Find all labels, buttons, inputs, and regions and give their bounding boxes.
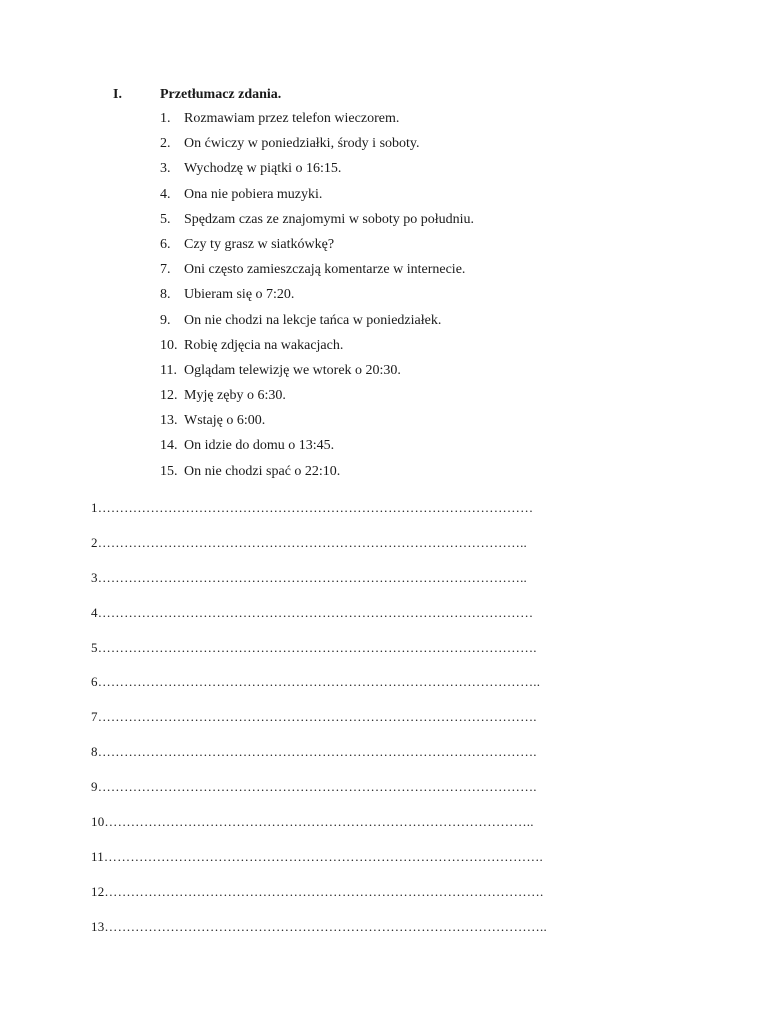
exercise-title: Przetłumacz zdania.: [160, 87, 282, 102]
sentence-number: 13.: [160, 413, 178, 429]
answer-line: 13………………………………………………………………………………………..: [91, 918, 547, 934]
list-item: [160, 160, 474, 185]
answer-line: 7……………………………………………………………………………………….: [91, 709, 537, 725]
sentence-text: Ona nie pobiera muzyki.: [184, 186, 323, 202]
sentence-number: 2.: [160, 136, 171, 152]
sentence-text: Wychodzę w piątki o 16:15.: [184, 161, 342, 177]
sentence-text: Wstaję o 6:00.: [184, 413, 266, 429]
sentence-number: 9.: [160, 312, 171, 328]
sentence-text: Czy ty grasz w siatkówkę?: [184, 236, 335, 252]
sentence-number: 1.: [160, 111, 171, 126]
answer-line: 1………………………………………………………………………………………: [91, 500, 534, 515]
answer-line: 5……………………………………………………………………………………….: [91, 639, 537, 655]
list-item: [160, 362, 474, 387]
sentence-list: [160, 110, 474, 488]
sentence-text: Robię zdjęcia na wakacjach.: [184, 337, 344, 353]
answer-line: 11……………………………………………………………………………………….: [91, 848, 543, 864]
answer-line: 3……………………………………………………………………………………..: [91, 569, 527, 585]
list-item: [160, 186, 474, 211]
sentence-number: 4.: [160, 186, 171, 202]
sentence-text: Oglądam telewizję we wtorek o 20:30.: [184, 362, 401, 378]
answer-line: 4………………………………………………………………………………………: [91, 604, 534, 620]
list-item: [160, 236, 474, 261]
answer-line: 9……………………………………………………………………………………….: [91, 779, 537, 795]
sentence-text: Rozmawiam przez telefon wieczorem.: [184, 111, 400, 126]
answer-lines: [91, 499, 601, 953]
sentence-text: On nie chodzi na lekcje tańca w poniedziałek.: [184, 312, 442, 328]
list-item: [160, 387, 474, 412]
sentence-number: 15.: [160, 463, 178, 479]
list-item: [160, 110, 474, 135]
sentence-number: 3.: [160, 161, 171, 177]
list-item: [160, 312, 474, 337]
sentence-number: 5.: [160, 211, 171, 227]
list-item: [160, 261, 474, 286]
sentence-text: On idzie do domu o 13:45.: [184, 438, 335, 454]
answer-line: 10……………………………………………………………………………………..: [91, 814, 534, 830]
sentence-number: 6.: [160, 236, 171, 252]
sentence-number: 12.: [160, 388, 178, 404]
exercise-heading: [113, 86, 281, 104]
sentence-text: Oni często zamieszczają komentarze w internecie.: [184, 262, 466, 278]
sentence-text: Spędzam czas ze znajomymi w soboty po południu.: [184, 211, 475, 227]
sentence-number: 7.: [160, 262, 171, 278]
sentence-text: On nie chodzi spać o 22:10.: [184, 463, 341, 479]
sentence-number: 8.: [160, 287, 171, 303]
sentence-text: On ćwiczy w poniedziałki, środy i soboty.: [184, 136, 420, 152]
list-item: [160, 286, 474, 311]
list-item: [160, 135, 474, 160]
sentence-number: 14.: [160, 438, 178, 454]
answer-line: 8……………………………………………………………………………………….: [91, 744, 537, 760]
sentence-number: 11.: [160, 362, 177, 378]
list-item: [160, 463, 474, 488]
list-item: [160, 437, 474, 462]
sentence-number: 10.: [160, 337, 178, 353]
list-item: [160, 337, 474, 362]
list-item: [160, 211, 474, 236]
list-item: [160, 412, 474, 437]
answer-line: 12……………………………………………………………………………………….: [91, 883, 544, 899]
sentence-text: Myję zęby o 6:30.: [184, 388, 286, 404]
answer-line: 2……………………………………………………………………………………..: [91, 534, 527, 550]
answer-line: 6………………………………………………………………………………………..: [91, 674, 541, 690]
sentence-text: Ubieram się o 7:20.: [184, 287, 295, 303]
exercise-number: I.: [113, 87, 122, 102]
